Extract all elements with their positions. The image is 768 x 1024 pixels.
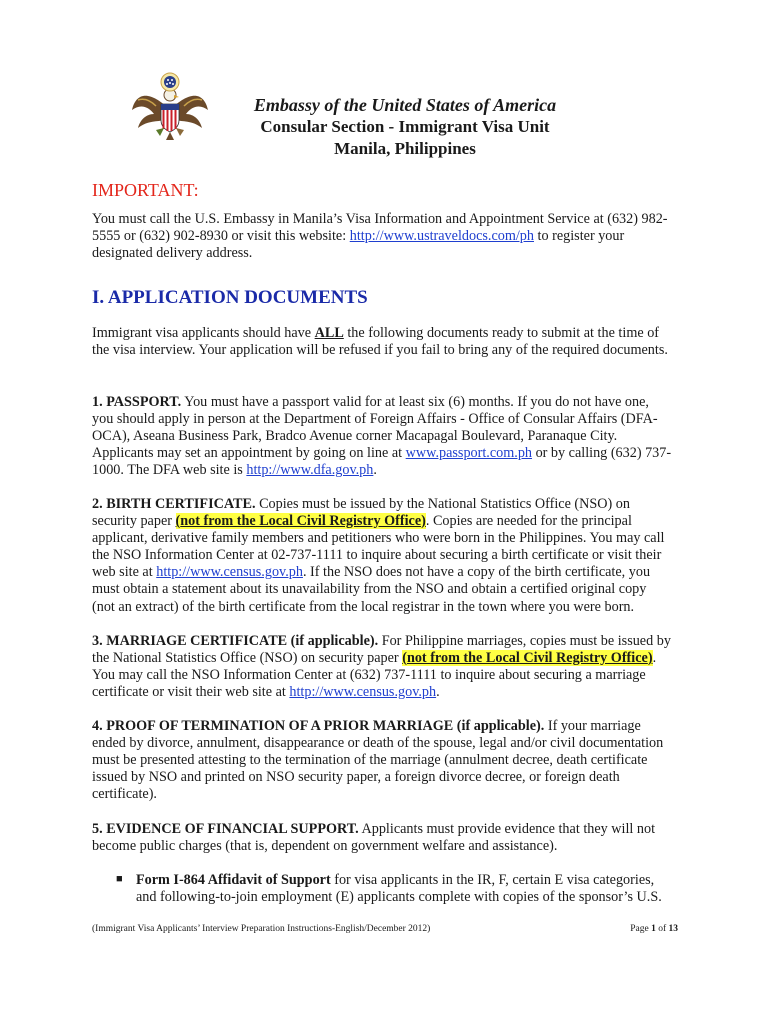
marriage-certificate-paragraph bbox=[92, 633, 672, 701]
birth-highlight: not from the Local Civil Registry Office bbox=[180, 513, 422, 530]
important-label: IMPORTANT: bbox=[92, 180, 199, 200]
passport-text-a: You must have a passport valid for at least six (6) months. If you do not have one, you should apply in person at the Department of Foreign Affairs - Office of Consular Affairs (DFA-OCA), Aseana Business Park, Bradco Avenue corner Macapagal Boulevard, Paranaque City. Applicants may set an appointment by going on line at bbox=[92, 394, 658, 462]
financial-support-paragraph bbox=[92, 821, 672, 855]
intro-text-a: Immigrant visa applicants should have bbox=[92, 325, 315, 341]
important-paragraph bbox=[92, 211, 672, 262]
birth-open-paren: ( bbox=[175, 513, 181, 530]
affidavit-title: Form I-864 Affidavit of Support bbox=[136, 872, 331, 888]
passport-title: 1. PASSPORT. bbox=[92, 394, 182, 410]
dfa-link[interactable]: http://www.dfa.gov.ph bbox=[246, 462, 374, 479]
embassy-seal-icon bbox=[130, 70, 210, 150]
census-link-2[interactable]: http://www.census.gov.ph bbox=[289, 684, 437, 701]
footer-page-number bbox=[630, 924, 678, 934]
section-heading: I. APPLICATION DOCUMENTS bbox=[92, 287, 368, 308]
birth-text-c: . If the NSO does not have a copy of the birth certificate, you must obtain a statement about its unavailability from the NSO and obtain a certified original copy (not an extract) of the birth certificate from the local registrar in the town where you were born. bbox=[92, 564, 651, 615]
intro-all: ALL bbox=[314, 325, 344, 341]
passport-link[interactable]: www.passport.com.ph bbox=[405, 445, 533, 462]
affidavit-bullet bbox=[136, 872, 672, 906]
marriage-text-b: . You may call the NSO Information Center at (632) 737-1111 to inquire about securing a marriage certificate or visit their web site at bbox=[92, 650, 657, 701]
marriage-title: 3. MARRIAGE CERTIFICATE (if applicable). bbox=[92, 633, 379, 649]
section-title: Consular Section - Immigrant Visa Unit bbox=[260, 117, 550, 136]
marriage-text-c: . bbox=[436, 684, 440, 701]
financial-title: 5. EVIDENCE OF FINANCIAL SUPPORT. bbox=[92, 821, 359, 837]
termination-paragraph bbox=[92, 718, 672, 803]
termination-title: 4. PROOF OF TERMINATION OF A PRIOR MARRIAGE (if applicable). bbox=[92, 718, 545, 734]
ustraveldocs-link[interactable]: http://www.ustraveldocs.com/ph bbox=[349, 228, 534, 245]
census-link[interactable]: http://www.census.gov.ph bbox=[156, 564, 303, 581]
page-of: of bbox=[655, 924, 669, 934]
marriage-open-paren: ( bbox=[402, 650, 407, 667]
financial-text: Applicants must provide evidence that they will not become public charges (that is, dependent on government welfare and assistance). bbox=[92, 821, 656, 855]
affidavit-text: for visa applicants in the IR, F, certain E visa categories, and following-to-join employment (E) applicants complete with copies of the sponsor’s U.S. bbox=[136, 872, 662, 906]
passport-text-c: . bbox=[373, 462, 377, 479]
intro-text-b: the following documents ready to submit at the time of the visa interview. Your application will be refused if you fail to bring any of the required documents. bbox=[92, 325, 668, 359]
birth-text-a: Copies must be issued by the National Statistics Office (NSO) on security paper bbox=[92, 496, 630, 530]
intro-paragraph bbox=[92, 325, 672, 359]
page-total: 13 bbox=[668, 924, 678, 934]
birth-text-b: . Copies are needed for the principal applicant, derivative family members and petitioners who were born in the Philippines. You may call the NSO Information Center at 02-737-1111 to inquire about securing a birth certificate or visit their web site at bbox=[92, 513, 665, 581]
birth-title: 2. BIRTH CERTIFICATE. bbox=[92, 496, 256, 512]
page-current: 1 bbox=[651, 924, 656, 934]
bullet-icon: ■ bbox=[116, 873, 123, 885]
important-text-b: to register your designated delivery address. bbox=[92, 228, 625, 262]
marriage-highlight: not from the Local Civil Registry Office bbox=[406, 650, 648, 667]
footer-document-title: (Immigrant Visa Applicants’ Interview Preparation Instructions-English/December 2012) bbox=[92, 924, 431, 934]
embassy-title: Embassy of the United States of America bbox=[253, 95, 557, 115]
passport-text-b: or by calling (632) 737-1000. The DFA web site is bbox=[92, 445, 672, 479]
marriage-text-a: For Philippine marriages, copies must be issued by the National Statistics Office (NSO) on security paper bbox=[92, 633, 671, 667]
important-text-a: You must call the U.S. Embassy in Manila’s Visa Information and Appointment Service at (632) 982-5555 or (632) 902-8930 or visit this website: bbox=[92, 211, 668, 245]
location-title: Manila, Philippines bbox=[334, 139, 476, 158]
birth-certificate-paragraph bbox=[92, 496, 672, 616]
termination-text: If your marriage ended by divorce, annulment, disappearance or death of the spouse, legal and/or civil documentation must be presented attesting to the termination of the marriage (annulment decree, death certificate issued by NSO and printed on NSO security paper, a foreign divorce decree, or foreign death certificate). bbox=[92, 718, 664, 803]
birth-close-paren: ) bbox=[421, 513, 426, 530]
passport-paragraph bbox=[92, 394, 672, 479]
page-prefix: Page bbox=[630, 924, 652, 934]
marriage-close-paren: ) bbox=[647, 650, 653, 667]
